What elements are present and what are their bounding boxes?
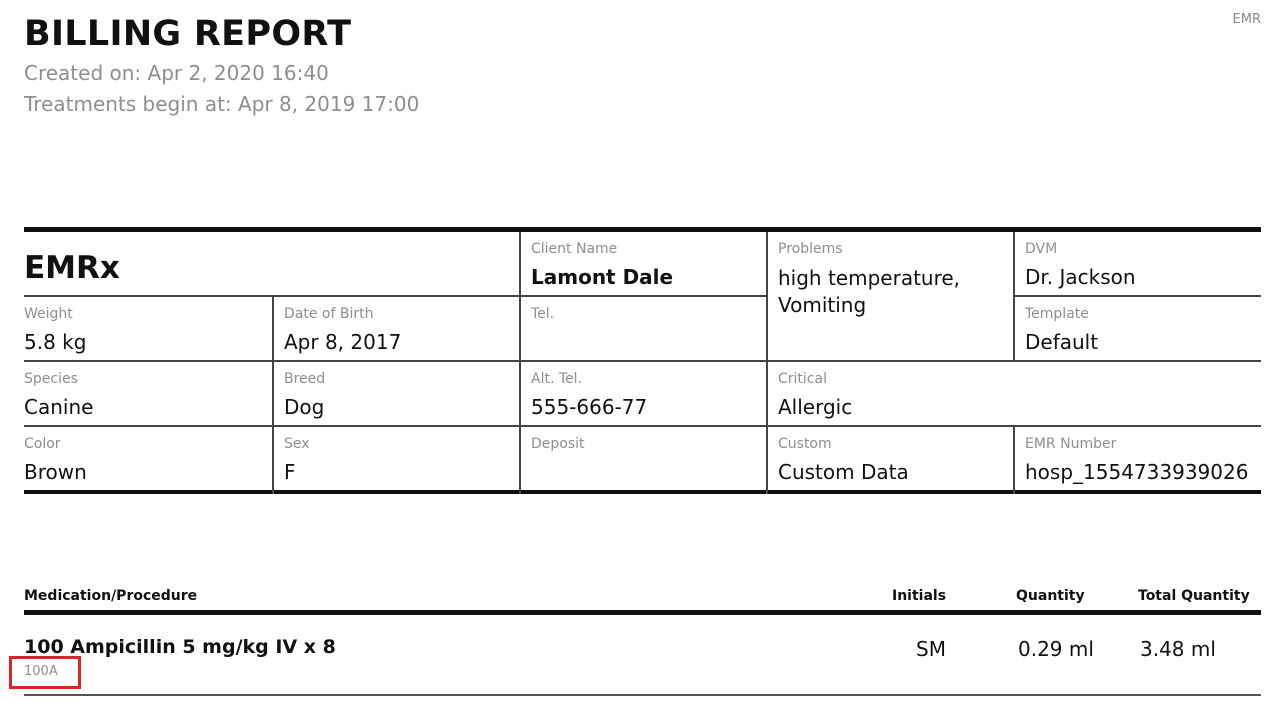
medication-quantity: 0.29 ml (1018, 637, 1094, 661)
critical-value: Allergic (778, 395, 853, 419)
tel-cell (521, 297, 766, 360)
header-quantity: Quantity (1016, 588, 1085, 604)
header-initials: Initials (892, 588, 947, 604)
created-on: Created on: Apr 2, 2020 16:40 (24, 61, 329, 85)
medication-initials: SM (916, 637, 946, 661)
species-label: Species (24, 371, 78, 387)
tel-label: Tel. (531, 306, 555, 322)
date-of-birth-value: Apr 8, 2017 (284, 330, 402, 354)
corner-tag: EMR (1232, 12, 1261, 27)
deposit-cell (521, 427, 766, 494)
custom-value: Custom Data (778, 460, 909, 484)
dvm-value: Dr. Jackson (1025, 265, 1136, 289)
critical-cell (768, 362, 1261, 425)
client-name-value: Lamont Dale (531, 265, 674, 289)
critical-label: Critical (778, 371, 827, 387)
treatments-begin: Treatments begin at: Apr 8, 2019 17:00 (24, 92, 420, 116)
sex-cell (274, 427, 519, 494)
medication-total-quantity: 3.48 ml (1140, 637, 1216, 661)
medication-name: 100 Ampicillin 5 mg/kg IV x 8 (24, 636, 336, 658)
dvm-label: DVM (1025, 241, 1058, 257)
species-cell (24, 362, 272, 425)
sex-label: Sex (284, 436, 310, 452)
report-title: BILLING REPORT (24, 14, 352, 54)
emr-number-cell (1015, 427, 1261, 494)
date-of-birth-cell (274, 297, 519, 360)
species-value: Canine (24, 395, 94, 419)
custom-label: Custom (778, 436, 832, 452)
weight-value: 5.8 kg (24, 330, 87, 354)
clinic-cell (24, 232, 519, 295)
alt-tel-value: 555-666-77 (531, 395, 648, 419)
template-value: Default (1025, 330, 1099, 354)
header-procedure: Medication/Procedure (24, 588, 198, 604)
medication-code: 100A (24, 664, 58, 679)
client-name-cell (521, 232, 766, 295)
custom-cell (768, 427, 1013, 494)
dvm-cell (1015, 232, 1261, 295)
problems-cell (768, 232, 1013, 360)
deposit-label: Deposit (531, 436, 585, 452)
template-cell (1015, 297, 1261, 360)
client-name-label: Client Name (531, 241, 618, 257)
problems-value: high temperature, Vomiting (778, 266, 961, 317)
sex-value: F (284, 460, 296, 484)
breed-value: Dog (284, 395, 325, 419)
weight-label: Weight (24, 306, 73, 322)
row-rule (24, 694, 1261, 696)
clinic-name: EMRx (24, 250, 120, 286)
breed-cell (274, 362, 519, 425)
emr-number-label: EMR Number (1025, 436, 1117, 452)
problems-label: Problems (778, 241, 843, 257)
color-cell (24, 427, 272, 494)
header-total-quantity: Total Quantity (1138, 588, 1250, 604)
breed-label: Breed (284, 371, 326, 387)
date-of-birth-label: Date of Birth (284, 306, 374, 322)
weight-cell (24, 297, 272, 360)
emr-number-value: hosp_1554733939026 (1025, 460, 1249, 484)
header-rule (24, 610, 1261, 615)
template-label: Template (1025, 306, 1089, 322)
patient-info-table (24, 227, 1261, 494)
color-label: Color (24, 436, 61, 452)
alt-tel-cell (521, 362, 766, 425)
color-value: Brown (24, 460, 87, 484)
alt-tel-label: Alt. Tel. (531, 371, 582, 387)
